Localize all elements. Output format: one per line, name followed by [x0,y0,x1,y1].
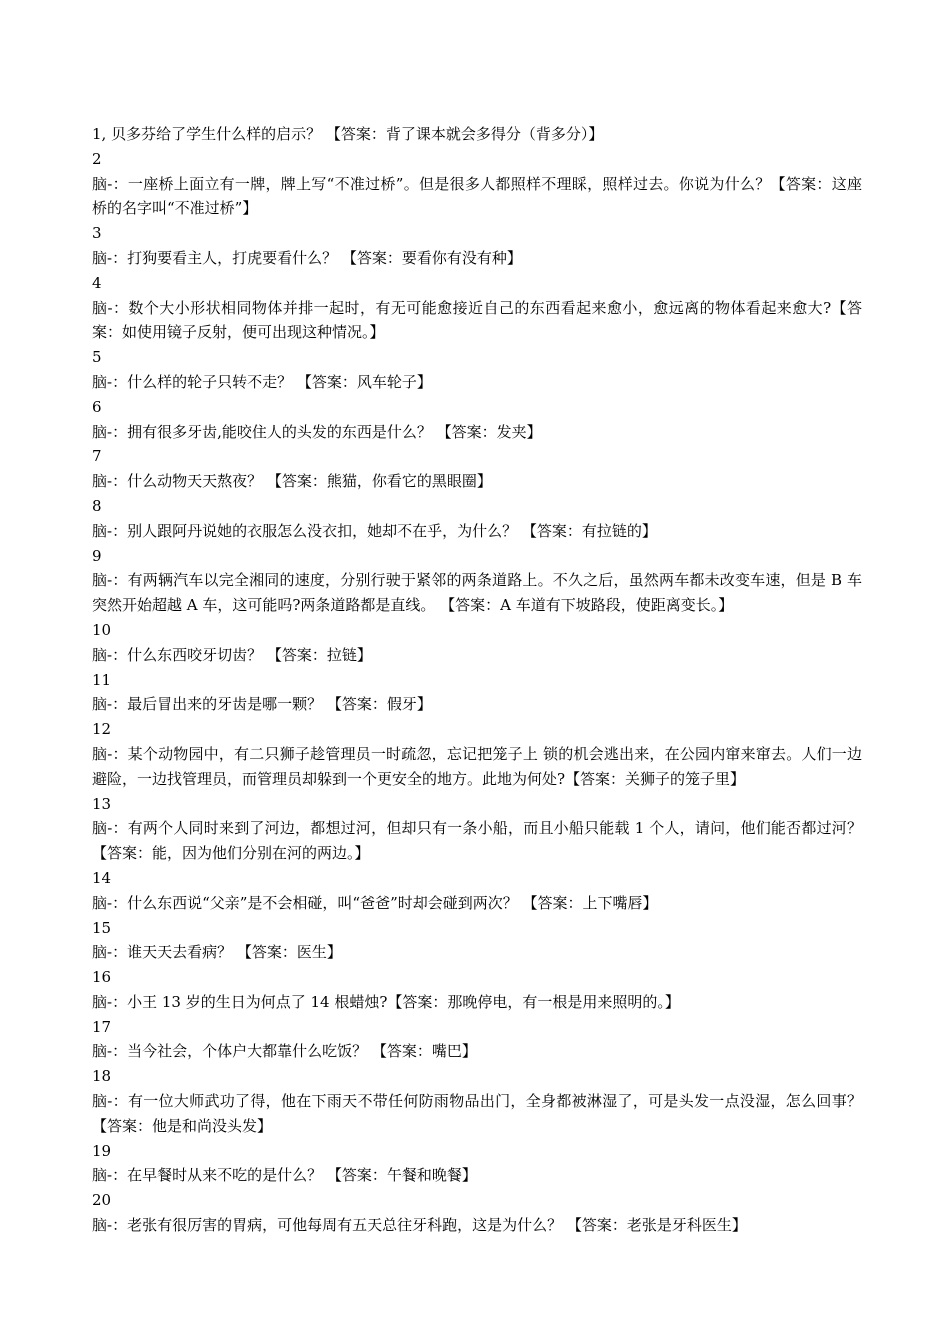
riddle-number-15: 15 [92,918,112,937]
riddle-number-8: 8 [92,496,102,515]
riddle-text-1: 1, 贝多芬给了学生什么样的启示？ 【答案：背了课本就会多得分（背多分）】 [92,125,604,143]
riddle-number-2: 2 [92,149,102,168]
riddle-text-16: 脑-：小王 13 岁的生日为何点了 14 根蜡烛?【答案：那晚停电，有一根是用来照明的。】 [92,992,680,1011]
riddle-number-5: 5 [92,348,102,367]
riddle-text-2: 脑-：一座桥上面立有一牌，牌上写“不准过桥”。但是很多人都照样不理睬，照样过去。你说为什么？【答案：这座桥的名字叫“不准过桥”】 [92,174,862,218]
riddle-text-9: 脑-：有两辆汽车以完全湘同的速度，分别行驶于紧邻的两条道路上。不久之后，虽然两车都未改变车速，但是 B 车突然开始超越 A 车，这可能吗?两条道路都是直线。 【答案：A 车道有下坡路段，使距离变长。】 [92,571,862,615]
riddle-number-4: 4 [92,273,102,292]
riddle-text-14: 脑-：什么东西说“父亲”是不会相碰，叫“爸爸”时却会碰到两次？ 【答案：上下嘴唇】 [92,893,658,912]
riddle-text-17: 脑-：当今社会，个体户大都靠什么吃饭？ 【答案：嘴巴】 [92,1042,477,1061]
riddle-number-20: 20 [92,1191,112,1210]
riddle-text-7: 脑-：什么动物天天熬夜？ 【答案：熊猫，你看它的黑眼圈】 [92,472,492,491]
riddle-number-7: 7 [92,447,102,466]
riddle-text-12: 脑-：某个动物园中，有二只狮子趁管理员一时疏忽，忘记把笼子上 锁的机会逃出来，在公园内窜来窜去。人们一边避险，一边找管理员，而管理员却躲到一个更安全的地方。此地为何处?【答案：关狮子的笼子里】 [92,744,862,788]
riddle-number-19: 19 [92,1141,112,1160]
riddle-text-6: 脑-：拥有很多牙齿,能咬住人的头发的东西是什么？ 【答案：发夹】 [92,422,542,441]
riddle-text-20: 脑-：老张有很厉害的胃病，可他每周有五天总往牙科跑，这是为什么？ 【答案：老张是牙科医生】 [92,1216,747,1235]
riddle-text-3: 脑-：打狗要看主人，打虎要看什么？ 【答案：要看你有没有种】 [92,248,522,267]
riddle-text-18: 脑-：有一位大师武功了得，他在下雨天不带任何防雨物品出门，全身都被淋湿了，可是头发一点没湿，怎么回事？ 【答案：他是和尚没头发】 [92,1092,862,1135]
riddle-text-15: 脑-：谁天天去看病？ 【答案：医生】 [92,943,342,962]
riddle-number-13: 13 [92,794,112,813]
riddle-text-19: 脑-：在早餐时从来不吃的是什么？ 【答案：午餐和晚餐】 [92,1166,477,1185]
riddle-text-11: 脑-：最后冒出来的牙齿是哪一颗？ 【答案：假牙】 [92,695,432,714]
riddle-number-14: 14 [92,868,112,887]
riddle-text-4: 脑-：数个大小形状相同物体并排一起时，有无可能愈接近自己的东西看起来愈小，愈远离的物体看起来愈大?【答案：如使用镜子反射，便可出现这种情况。】 [92,298,862,342]
riddle-number-11: 11 [92,670,112,689]
riddle-number-10: 10 [92,620,112,639]
riddle-number-18: 18 [92,1067,112,1086]
riddle-number-6: 6 [92,397,102,416]
riddle-text-13: 脑-：有两个人同时来到了河边，都想过河，但却只有一条小船，而且小船只能载 1 个人，请问，他们能否都过河？ 【答案：能，因为他们分别在河的两边。】 [92,819,862,863]
riddle-text-5: 脑-：什么样的轮子只转不走？ 【答案：风车轮子】 [92,372,432,391]
riddle-text-10: 脑-：什么东西咬牙切齿？ 【答案：拉链】 [92,645,372,664]
riddle-number-3: 3 [92,224,102,243]
document-page [92,122,862,1238]
riddle-number-17: 17 [92,1017,112,1036]
riddle-number-9: 9 [92,546,102,565]
riddle-number-16: 16 [92,968,112,987]
riddle-number-12: 12 [92,720,112,739]
riddle-text-8: 脑-：别人跟阿丹说她的衣服怎么没衣扣，她却不在乎，为什么？ 【答案：有拉链的】 [92,521,657,540]
